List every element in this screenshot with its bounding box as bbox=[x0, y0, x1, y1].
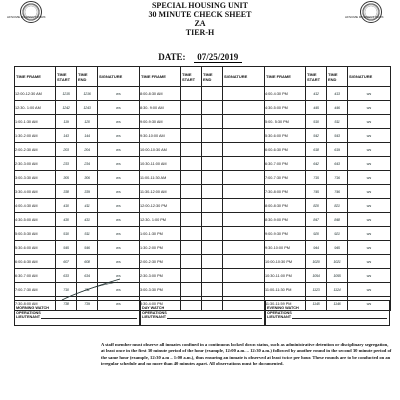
signature-cell[interactable]: ws bbox=[98, 185, 140, 199]
time-end-cell[interactable]: 1216 bbox=[77, 87, 98, 101]
time-frame-cell: 10:00-10:30 AM bbox=[140, 143, 181, 157]
table-row bbox=[15, 101, 391, 115]
signature-cell[interactable] bbox=[223, 129, 265, 143]
table-row bbox=[15, 129, 391, 143]
morning-watch-label: MORNING WATCH OPERATIONS LIEUTENANT bbox=[16, 306, 50, 319]
time-end-cell[interactable]: 431 bbox=[77, 213, 98, 227]
time-frame-cell: 8:00-8:30 AM bbox=[140, 87, 181, 101]
time-frame-cell: 6:30-7:00 AM bbox=[15, 269, 56, 283]
time-end-cell[interactable] bbox=[202, 227, 223, 241]
time-start-cell[interactable]: 715 bbox=[306, 171, 327, 185]
time-frame-cell: 12:30- 1:00 PM bbox=[140, 213, 181, 227]
time-start-cell[interactable]: 510 bbox=[306, 115, 327, 129]
time-frame-cell: 3:30-4:00 AM bbox=[15, 185, 56, 199]
signature-cell[interactable]: ws bbox=[348, 87, 391, 101]
time-start-cell[interactable]: 1123 bbox=[306, 283, 327, 297]
time-start-cell[interactable]: 1145 bbox=[306, 297, 327, 311]
time-frame-cell: 9:30-10:00 PM bbox=[265, 241, 306, 255]
time-frame-cell: 11:30-12:00 AM bbox=[140, 185, 181, 199]
time-end-cell[interactable]: 643 bbox=[327, 157, 348, 171]
time-end-cell[interactable]: 848 bbox=[327, 213, 348, 227]
time-frame-cell: 3:30-4:00 PM bbox=[140, 297, 181, 311]
signature-cell[interactable] bbox=[223, 255, 265, 269]
time-frame-cell: 9:00-9:30 AM bbox=[140, 115, 181, 129]
time-frame-cell: 10:30-11:00 AM bbox=[140, 157, 181, 171]
time-end-cell[interactable]: 1146 bbox=[327, 297, 348, 311]
signature-cell[interactable]: ws bbox=[348, 227, 391, 241]
time-frame-cell: 6:00-6:30 AM bbox=[15, 255, 56, 269]
signature-cell[interactable]: ws bbox=[348, 297, 391, 311]
table-row bbox=[15, 199, 391, 213]
signature-cell[interactable] bbox=[223, 185, 265, 199]
table-row bbox=[15, 255, 391, 269]
time-end-cell[interactable] bbox=[202, 185, 223, 199]
time-start-cell[interactable] bbox=[181, 283, 202, 297]
time-start-cell[interactable]: 1020 bbox=[306, 255, 327, 269]
signature-cell[interactable] bbox=[223, 269, 265, 283]
time-frame-cell: 2:00-2:30 PM bbox=[140, 255, 181, 269]
time-end-cell[interactable] bbox=[202, 115, 223, 129]
signature-cell[interactable] bbox=[223, 115, 265, 129]
time-frame-cell: 7:00-7:30 AM bbox=[15, 283, 56, 297]
time-start-cell[interactable] bbox=[181, 185, 202, 199]
time-start-cell[interactable]: 338 bbox=[56, 185, 77, 199]
time-start-cell[interactable] bbox=[181, 241, 202, 255]
signature-cell[interactable]: ws bbox=[98, 227, 140, 241]
time-frame-cell: 7:30-8:00 AM bbox=[15, 297, 56, 311]
col-signature: SIGNATURE bbox=[98, 67, 140, 87]
table-header-row bbox=[15, 67, 391, 87]
signature-cell[interactable] bbox=[223, 171, 265, 185]
table-row bbox=[15, 171, 391, 185]
time-end-cell[interactable]: 821 bbox=[327, 199, 348, 213]
time-frame-cell: 2:00-2:30 AM bbox=[15, 143, 56, 157]
col-time-start: TIME START bbox=[181, 67, 202, 87]
signature-cell[interactable] bbox=[223, 283, 265, 297]
time-end-cell[interactable] bbox=[202, 157, 223, 171]
signature-cell[interactable]: ws bbox=[98, 255, 140, 269]
col-time-frame: TIME FRAME bbox=[140, 67, 181, 87]
time-frame-cell: 12:00-12:30 AM bbox=[15, 87, 56, 101]
check-table bbox=[14, 66, 391, 311]
signature-cell[interactable] bbox=[223, 227, 265, 241]
signature-cell[interactable]: ws bbox=[348, 101, 391, 115]
signature-cell[interactable] bbox=[223, 143, 265, 157]
col-signature: SIGNATURE bbox=[348, 67, 391, 87]
table-row bbox=[15, 115, 391, 129]
morning-watch-signature-box[interactable] bbox=[14, 300, 140, 326]
table-row bbox=[15, 143, 391, 157]
signature-cell[interactable]: ws bbox=[98, 87, 140, 101]
table-row bbox=[15, 241, 391, 255]
time-end-cell[interactable] bbox=[202, 129, 223, 143]
time-frame-cell: 1:00-1:30 AM bbox=[15, 115, 56, 129]
time-start-cell[interactable]: 545 bbox=[56, 241, 77, 255]
time-start-cell[interactable]: 642 bbox=[306, 157, 327, 171]
header-unit: SPECIAL HOUSING UNIT bbox=[151, 1, 249, 10]
evening-watch-signature-box[interactable] bbox=[265, 300, 390, 326]
time-frame-cell: 7:00-7:30 PM bbox=[265, 171, 306, 185]
time-end-cell[interactable]: 511 bbox=[327, 115, 348, 129]
time-frame-cell: 1:30-2:00 AM bbox=[15, 129, 56, 143]
col-time-end: TIME END bbox=[77, 67, 98, 87]
signature-cell[interactable]: ws bbox=[348, 199, 391, 213]
signature-cell[interactable]: ws bbox=[348, 171, 391, 185]
time-start-cell[interactable]: 710 bbox=[56, 283, 77, 297]
time-frame-cell: 8:00-8:30 PM bbox=[265, 199, 306, 213]
time-start-cell[interactable] bbox=[181, 143, 202, 157]
time-start-cell[interactable]: 143 bbox=[56, 129, 77, 143]
time-end-cell[interactable] bbox=[202, 87, 223, 101]
col-time-start: TIME START bbox=[306, 67, 327, 87]
time-start-cell[interactable]: 203 bbox=[56, 143, 77, 157]
time-frame-cell: 1:30-2:00 PM bbox=[140, 241, 181, 255]
time-frame-cell: 2:30-3:00 AM bbox=[15, 157, 56, 171]
time-frame-cell: 10:30-11:00 PM bbox=[265, 269, 306, 283]
time-start-cell[interactable]: 445 bbox=[306, 101, 327, 115]
time-end-cell[interactable]: 413 bbox=[327, 87, 348, 101]
header-unit-code: ZA bbox=[194, 19, 206, 28]
table-row bbox=[15, 213, 391, 227]
time-end-cell[interactable] bbox=[202, 199, 223, 213]
time-start-cell[interactable]: 119 bbox=[56, 115, 77, 129]
time-start-cell[interactable]: 510 bbox=[56, 227, 77, 241]
signature-cell[interactable]: ws bbox=[348, 143, 391, 157]
time-frame-cell: 4:00-4:30 PM bbox=[265, 87, 306, 101]
signature-line bbox=[167, 318, 262, 319]
time-end-cell[interactable]: 204 bbox=[77, 143, 98, 157]
date-row bbox=[0, 52, 400, 63]
col-time-end: TIME END bbox=[202, 67, 223, 87]
signature-cell[interactable]: ws bbox=[348, 157, 391, 171]
time-end-cell[interactable]: 1021 bbox=[327, 255, 348, 269]
time-start-cell[interactable] bbox=[181, 199, 202, 213]
signature-cell[interactable]: ws bbox=[98, 143, 140, 157]
signature-cell[interactable] bbox=[223, 87, 265, 101]
time-end-cell[interactable]: 716 bbox=[327, 171, 348, 185]
signature-cell[interactable] bbox=[223, 199, 265, 213]
time-start-cell[interactable]: 542 bbox=[306, 129, 327, 143]
time-start-cell[interactable]: 1215 bbox=[56, 87, 77, 101]
table-row bbox=[15, 227, 391, 241]
day-watch-signature-box[interactable] bbox=[140, 300, 265, 326]
right-logo-caption: AFSCME ROHNERT PARK bbox=[345, 15, 384, 19]
signature-line bbox=[41, 318, 137, 319]
time-frame-cell: 4:00-4:30 AM bbox=[15, 199, 56, 213]
time-frame-cell: 5:30-6:00 PM bbox=[265, 129, 306, 143]
signature-cell[interactable]: ws bbox=[98, 171, 140, 185]
time-end-cell[interactable]: 1243 bbox=[77, 101, 98, 115]
time-end-cell[interactable]: 1124 bbox=[327, 283, 348, 297]
signature-cell[interactable]: ws bbox=[98, 199, 140, 213]
time-start-cell[interactable]: 305 bbox=[56, 171, 77, 185]
time-frame-cell: 5:00- 5:30 PM bbox=[265, 115, 306, 129]
time-end-cell[interactable] bbox=[202, 283, 223, 297]
time-end-cell[interactable] bbox=[202, 269, 223, 283]
time-start-cell[interactable]: 920 bbox=[306, 227, 327, 241]
time-frame-cell: 11:30-11:59 PM bbox=[265, 297, 306, 311]
time-end-cell[interactable] bbox=[202, 143, 223, 157]
time-frame-cell: 4:30-5:00 PM bbox=[265, 101, 306, 115]
time-end-cell[interactable] bbox=[202, 171, 223, 185]
time-start-cell[interactable]: 410 bbox=[56, 199, 77, 213]
time-end-cell[interactable]: 411 bbox=[77, 199, 98, 213]
time-end-cell[interactable]: 120 bbox=[77, 115, 98, 129]
time-frame-cell: 6:00-6:30 PM bbox=[265, 143, 306, 157]
time-start-cell[interactable] bbox=[181, 227, 202, 241]
time-frame-cell: 12:00-12:30 PM bbox=[140, 199, 181, 213]
col-time-start: TIME START bbox=[56, 67, 77, 87]
time-frame-cell: 7:30-8:00 PM bbox=[265, 185, 306, 199]
time-frame-cell: 8:30- 9:00 AM bbox=[140, 101, 181, 115]
time-start-cell[interactable] bbox=[181, 255, 202, 269]
time-start-cell[interactable]: 1054 bbox=[306, 269, 327, 283]
time-end-cell[interactable]: 739 bbox=[77, 297, 98, 311]
signature-cell[interactable]: ws bbox=[348, 241, 391, 255]
time-frame-cell: 4:30-5:00 AM bbox=[15, 213, 56, 227]
signature-cell[interactable]: ws bbox=[98, 297, 140, 311]
time-end-cell[interactable]: 339 bbox=[77, 185, 98, 199]
time-start-cell[interactable]: 233 bbox=[56, 157, 77, 171]
time-frame-cell: 5:00-5:30 AM bbox=[15, 227, 56, 241]
signature-cell[interactable] bbox=[223, 241, 265, 255]
table-row bbox=[15, 185, 391, 199]
time-frame-cell: 5:30-6:00 AM bbox=[15, 241, 56, 255]
time-frame-cell: 3:00-3:30 AM bbox=[15, 171, 56, 185]
time-end-cell[interactable]: 945 bbox=[327, 241, 348, 255]
time-end-cell[interactable] bbox=[202, 255, 223, 269]
time-start-cell[interactable] bbox=[181, 129, 202, 143]
table-row bbox=[15, 87, 391, 101]
signature-cell[interactable]: ws bbox=[348, 213, 391, 227]
time-start-cell[interactable]: 607 bbox=[56, 255, 77, 269]
time-start-cell[interactable]: 618 bbox=[306, 143, 327, 157]
time-end-cell[interactable]: 144 bbox=[77, 129, 98, 143]
signature-line bbox=[292, 318, 387, 319]
col-time-frame: TIME FRAME bbox=[265, 67, 306, 87]
signature-cell[interactable]: ws bbox=[348, 283, 391, 297]
time-frame-cell: 11:00-11:30 AM bbox=[140, 171, 181, 185]
time-end-cell[interactable]: 634 bbox=[77, 269, 98, 283]
time-end-cell[interactable]: 1055 bbox=[327, 269, 348, 283]
time-start-cell[interactable]: 412 bbox=[306, 87, 327, 101]
signature-cell[interactable]: ws bbox=[98, 129, 140, 143]
signature-cell[interactable]: ws bbox=[98, 101, 140, 115]
time-end-cell[interactable] bbox=[202, 213, 223, 227]
time-end-cell[interactable]: 306 bbox=[77, 171, 98, 185]
day-watch-label: DAY WATCH OPERATIONS LIEUTENANT bbox=[142, 306, 167, 319]
time-frame-cell: 1:00-1:30 PM bbox=[140, 227, 181, 241]
time-start-cell[interactable]: 847 bbox=[306, 213, 327, 227]
time-frame-cell: 3:00-3:30 PM bbox=[140, 283, 181, 297]
table-row bbox=[15, 157, 391, 171]
header-tier: TIER-H bbox=[185, 28, 215, 37]
col-time-frame: TIME FRAME bbox=[15, 67, 56, 87]
signature-cell[interactable]: ws bbox=[348, 255, 391, 269]
time-end-cell[interactable] bbox=[202, 241, 223, 255]
time-end-cell[interactable]: 921 bbox=[327, 227, 348, 241]
signature-cell[interactable]: ws bbox=[348, 269, 391, 283]
time-frame-cell: 6:30-7:00 PM bbox=[265, 157, 306, 171]
date-value[interactable]: 07/25/2019 bbox=[194, 52, 242, 63]
signature-cell[interactable] bbox=[223, 213, 265, 227]
time-end-cell[interactable]: 234 bbox=[77, 157, 98, 171]
time-frame-cell: 10:00-10:30 PM bbox=[265, 255, 306, 269]
evening-watch-label: EVENING WATCH OPERATIONS LIEUTENANT bbox=[267, 306, 299, 319]
signature-cell[interactable] bbox=[223, 157, 265, 171]
time-start-cell[interactable]: 1242 bbox=[56, 101, 77, 115]
signature-cell[interactable]: ws bbox=[98, 115, 140, 129]
time-start-cell[interactable] bbox=[181, 213, 202, 227]
time-end-cell[interactable]: 546 bbox=[77, 241, 98, 255]
time-end-cell[interactable]: 711 bbox=[77, 283, 98, 297]
time-start-cell[interactable] bbox=[181, 269, 202, 283]
date-label: DATE: bbox=[158, 52, 186, 62]
time-end-cell[interactable]: 511 bbox=[77, 227, 98, 241]
signature-cell[interactable] bbox=[223, 101, 265, 115]
time-frame-cell: 12:30- 1:00 AM bbox=[15, 101, 56, 115]
time-start-cell[interactable] bbox=[181, 115, 202, 129]
time-start-cell[interactable] bbox=[181, 171, 202, 185]
left-logo-caption: AFSCME ROHNERT PARK bbox=[7, 15, 46, 19]
time-start-cell[interactable]: 738 bbox=[56, 297, 77, 311]
signature-cell[interactable]: ws bbox=[98, 283, 140, 297]
time-start-cell[interactable]: 944 bbox=[306, 241, 327, 255]
time-start-cell[interactable]: 430 bbox=[56, 213, 77, 227]
time-frame-cell: 11:00-11:30 PM bbox=[265, 283, 306, 297]
time-start-cell[interactable]: 820 bbox=[306, 199, 327, 213]
signature-cell[interactable]: ws bbox=[98, 157, 140, 171]
signature-cell[interactable]: ws bbox=[348, 185, 391, 199]
col-time-end: TIME END bbox=[327, 67, 348, 87]
time-frame-cell: 9:00-9:30 PM bbox=[265, 227, 306, 241]
signature-cell[interactable]: ws bbox=[98, 269, 140, 283]
time-frame-cell: 9:30-10:00 AM bbox=[140, 129, 181, 143]
diagonal-strike-mark bbox=[60, 278, 122, 302]
time-frame-cell: 8:30-9:00 PM bbox=[265, 213, 306, 227]
time-start-cell[interactable]: 745 bbox=[306, 185, 327, 199]
time-end-cell[interactable]: 619 bbox=[327, 143, 348, 157]
signature-cell[interactable]: ws bbox=[348, 129, 391, 143]
time-end-cell[interactable] bbox=[202, 101, 223, 115]
signature-cell[interactable]: ws bbox=[348, 115, 391, 129]
observation-policy-note: A staff member must observe all inmates confined in a continuous locked down status, such as administrative detention or disciplinary segregation, at least once in the first 30 minute period of the hour (example, 12:00 a.m. – 12:30 a.m.) followed by another round in the second 30 minute period of the same hour (example, 12:30 a.m – 1:00 a.m.), thus ensuring an inmate is observed at least twice per hour. These rounds are to be conducted on an irregular schedule and no more than 40 minutes apart. All observations must be documented. bbox=[101, 342, 392, 366]
time-start-cell[interactable] bbox=[181, 101, 202, 115]
signature-cell[interactable]: ws bbox=[98, 213, 140, 227]
col-signature: SIGNATURE bbox=[223, 67, 265, 87]
time-end-cell[interactable]: 543 bbox=[327, 129, 348, 143]
time-end-cell[interactable]: 608 bbox=[77, 255, 98, 269]
time-start-cell[interactable]: 633 bbox=[56, 269, 77, 283]
signature-cell[interactable]: ws bbox=[98, 241, 140, 255]
time-end-cell[interactable]: 746 bbox=[327, 185, 348, 199]
header-sheet-title: 30 MINUTE CHECK SHEET bbox=[148, 10, 252, 19]
time-end-cell[interactable]: 446 bbox=[327, 101, 348, 115]
time-start-cell[interactable] bbox=[181, 157, 202, 171]
time-frame-cell: 2:30-3:00 PM bbox=[140, 269, 181, 283]
time-start-cell[interactable] bbox=[181, 87, 202, 101]
